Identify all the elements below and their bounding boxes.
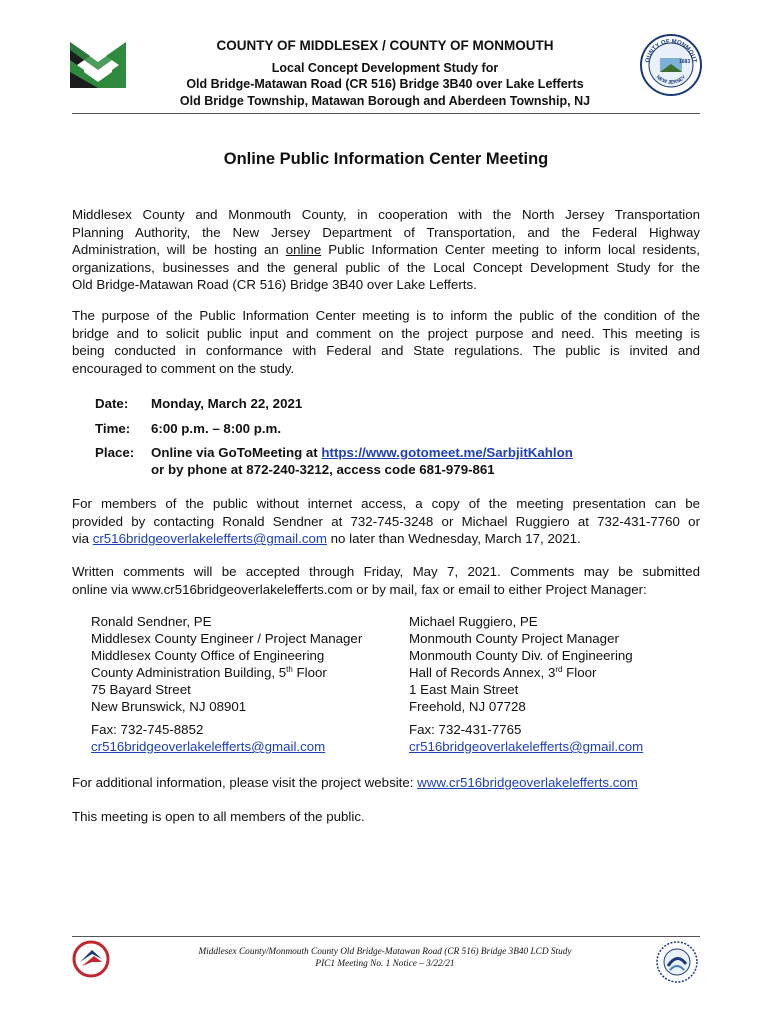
no-internet-line-3a: via	[72, 531, 93, 547]
intro-line-4: organizations, businesses and the general public of the Local Concept Development Study for the	[72, 259, 700, 275]
middlesex-county-logo	[70, 42, 126, 88]
contact-left-name: Ronald Sendner, PE	[91, 614, 212, 629]
online-emphasis: online	[285, 242, 322, 258]
contact-left	[91, 613, 362, 755]
purpose-line-1: The purpose of the Public Information Center meeting is to inform the public of the condition of the	[72, 308, 700, 323]
comments-line-1: Written comments will be accepted through Friday, May 7, 2021. Comments may be submitted	[72, 564, 700, 579]
contact-left-city: New Brunswick, NJ 08901	[91, 699, 247, 714]
footer-divider	[72, 936, 700, 937]
no-internet-paragraph	[72, 495, 700, 548]
comments-line-2: online via www.cr516bridgeoverlakelefferts.com or by mail, fax or email to either Project Manager:	[72, 581, 647, 597]
time-label: Time:	[95, 421, 131, 436]
project-website-link[interactable]: www.cr516bridgeoverlakelefferts.com	[417, 775, 638, 790]
seal-top-text: OUNTY OF MONMOUT	[645, 38, 697, 64]
no-internet-line-2: provided by contacting Ronald Sendner at 732-745-3248 or Michael Ruggiero at 732-431-7760 or	[72, 513, 700, 529]
contact-right-email-link[interactable]: cr516bridgeoverlakelefferts@gmail.com	[409, 739, 644, 754]
contact-right-title: Monmouth County Project Manager	[409, 631, 619, 646]
contact-left-building	[91, 664, 362, 681]
contact-left-office: Middlesex County Office of Engineering	[91, 648, 325, 663]
header-bridge-line: Old Bridge-Matawan Road (CR 516) Bridge 3B40 over Lake Lefferts	[186, 77, 584, 91]
intro-line-1: Middlesex County and Monmouth County, in cooperation with the North Jersey Transportation	[72, 207, 700, 222]
no-internet-line-3b: no later than Wednesday, March 17, 2021.	[326, 531, 581, 547]
seal-year: 1683	[679, 59, 691, 65]
open-meeting-paragraph: This meeting is open to all members of the public.	[72, 809, 365, 824]
intro-line-3	[72, 241, 700, 259]
date-value: Monday, March 22, 2021	[151, 396, 303, 411]
footer-line-1: Middlesex County/Monmouth County Old Bridge-Matawan Road (CR 516) Bridge 3B40 LCD Study	[198, 947, 572, 957]
contact-left-building-sup: th	[286, 665, 293, 674]
purpose-paragraph	[72, 307, 700, 377]
meeting-phone: or by phone at 872-240-3212, access code 681-979-861	[151, 462, 495, 477]
contact-right-building-a: Hall of Records Annex, 3	[409, 665, 556, 680]
contact-left-fax: Fax: 732-745-8852	[91, 722, 204, 737]
purpose-line-4: encouraged to comment on the study.	[72, 360, 295, 376]
contact-right-fax: Fax: 732-431-7765	[409, 722, 522, 737]
no-internet-line-1: For members of the public without internet access, a copy of the meeting presentation can be	[72, 496, 700, 511]
contact-right-building-sup: rd	[555, 665, 563, 674]
footer-line-2: PIC1 Meeting No. 1 Notice – 3/22/21	[315, 959, 455, 969]
no-internet-line-3	[72, 530, 700, 548]
intro-paragraph	[72, 206, 700, 294]
website-paragraph	[72, 775, 638, 790]
contact-left-title: Middlesex County Engineer / Project Manager	[91, 631, 363, 646]
contact-right-office: Monmouth County Div. of Engineering	[409, 648, 633, 663]
page-title: Online Public Information Center Meeting	[223, 150, 549, 168]
intro-line-3b: Public Information Center meeting to inform local residents,	[321, 242, 700, 258]
contact-left-street: 75 Bayard Street	[91, 682, 191, 697]
contact-right	[409, 613, 643, 755]
header-study-line: Local Concept Development Study for	[271, 61, 499, 75]
gotomeeting-link[interactable]: https://www.gotomeet.me/SarbjitKahlon	[321, 445, 573, 460]
contact-left-building-a: County Administration Building, 5	[91, 665, 287, 680]
njdot-seal	[654, 940, 700, 984]
contact-left-email-link[interactable]: cr516bridgeoverlakelefferts@gmail.com	[91, 739, 326, 754]
contact-right-city: Freehold, NJ 07728	[409, 699, 526, 714]
contact-left-building-b: Floor	[292, 665, 327, 680]
monmouth-county-seal	[640, 34, 702, 96]
time-value: 6:00 p.m. – 8:00 p.m.	[151, 421, 282, 436]
contact-right-building-b: Floor	[562, 665, 597, 680]
purpose-line-3: being conducted in conformance with Federal and State regulations. The public is invited and	[72, 343, 700, 359]
contact-right-name: Michael Ruggiero, PE	[409, 614, 538, 629]
website-text: For additional information, please visit the project website:	[72, 775, 418, 790]
intro-line-3a: Administration, will be hosting an	[72, 242, 286, 258]
njtpa-logo	[72, 940, 110, 978]
header-county-names: COUNTY OF MIDDLESEX / COUNTY OF MONMOUTH	[216, 38, 554, 53]
intro-line-5: Old Bridge-Matawan Road (CR 516) Bridge 3B40 over Lake Lefferts.	[72, 277, 477, 293]
header-municipalities: Old Bridge Township, Matawan Borough and Aberdeen Township, NJ	[179, 94, 591, 108]
header-divider	[72, 113, 700, 114]
place-value: Online via GoToMeeting at	[151, 445, 322, 460]
contact-right-building	[409, 664, 643, 681]
place-label: Place:	[95, 445, 135, 460]
email-link[interactable]: cr516bridgeoverlakelefferts@gmail.com	[92, 531, 327, 547]
purpose-line-2: bridge and to solicit public input and comment on the project purpose and need. This meeting is	[72, 325, 700, 341]
meeting-place	[95, 444, 573, 461]
meeting-date	[95, 395, 302, 412]
intro-line-2: Planning Authority, the New Jersey Department of Transportation, and the Federal Highway	[72, 224, 700, 240]
comments-paragraph	[72, 563, 700, 598]
footer-text	[150, 946, 620, 970]
date-label: Date:	[95, 396, 129, 411]
meeting-time	[95, 420, 281, 437]
contact-right-street: 1 East Main Street	[409, 682, 519, 697]
seal-bottom-text: NEW JERSEY	[654, 74, 688, 86]
